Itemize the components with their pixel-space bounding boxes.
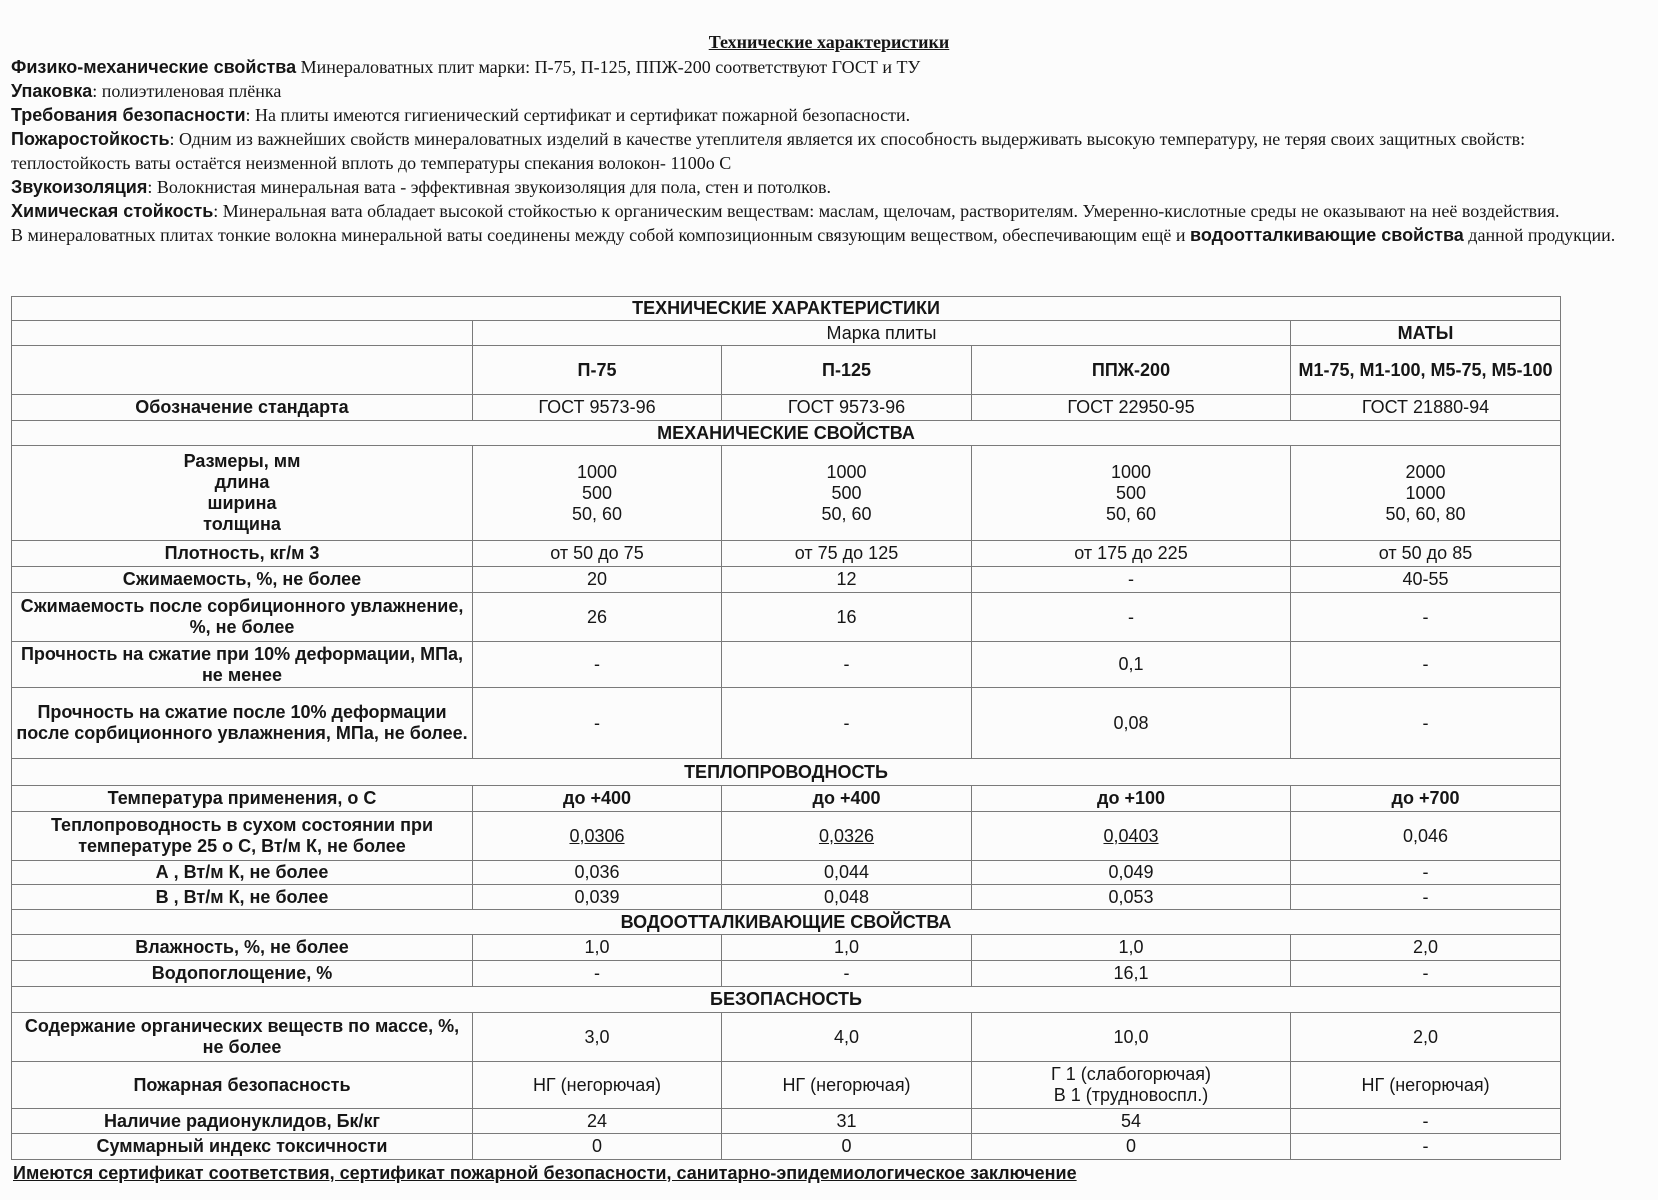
cell-value: 0,053 <box>972 885 1291 910</box>
section-row <box>12 987 1561 1013</box>
row-label: Пожарная безопасность <box>12 1062 473 1109</box>
row-label: Влажность, %, не более <box>12 935 473 961</box>
cell-value: 24 <box>473 1109 722 1134</box>
document-title: Технические характеристики <box>708 32 950 52</box>
cell-value: до +100 <box>972 786 1291 812</box>
empty-cell <box>12 346 473 395</box>
cell-value: 0,046 <box>1291 812 1561 861</box>
paragraph-label: Звукоизоляция <box>11 177 148 197</box>
table-row <box>12 642 1561 688</box>
column-header-row <box>12 346 1561 395</box>
thickness-value: 50, 60 <box>571 503 623 524</box>
row-label: Наличие радионуклидов, Бк/кг <box>12 1109 473 1134</box>
cell-value: 0,049 <box>972 861 1291 885</box>
section-header-water: ВОДООТТАЛКИВАЮЩИЕ СВОЙСТВА <box>12 910 1561 935</box>
table-row <box>12 446 1561 541</box>
cell-value <box>473 812 722 861</box>
cell-value: 16,1 <box>972 961 1291 987</box>
dimensions-label: Размеры, мм <box>183 451 301 471</box>
cell-value: 0,1 <box>972 642 1291 688</box>
table-row <box>12 1013 1561 1062</box>
intro-paragraph <box>11 55 1625 79</box>
intro-paragraph <box>11 199 1625 223</box>
row-label: Плотность, кг/м 3 <box>12 541 473 567</box>
cell-value <box>972 812 1291 861</box>
cell-value: 4,0 <box>722 1013 972 1062</box>
cell-value-text: 0,0306 <box>569 825 625 846</box>
length-value: 1000 <box>1110 461 1152 482</box>
cell-value: до +400 <box>473 786 722 812</box>
cell-value: НГ (негорючая) <box>722 1062 972 1109</box>
col-header-mats: М1-75, М1-100, М5-75, М5-100 <box>1291 346 1561 395</box>
row-label: А , Вт/м К, не более <box>12 861 473 885</box>
table-row <box>12 395 1561 421</box>
section-header-thermal: ТЕПЛОПРОВОДНОСТЬ <box>12 759 1561 786</box>
note-bold: водоотталкивающие свойства <box>1190 225 1464 245</box>
cell-value: 40-55 <box>1291 567 1561 593</box>
thickness-label: толщина <box>203 514 281 534</box>
cell-value: - <box>1291 688 1561 759</box>
length-value: 1000 <box>826 461 867 482</box>
row-label: Прочность на сжатие после 10% деформации после сорбиционного увлажнения, МПа, не более. <box>12 688 473 759</box>
intro-text <box>11 55 1625 247</box>
note-text: В минераловатных плитах тонкие волокна минеральной ваты соединены между собой композиционным связующим веществом, обеспечивающим ещё и <box>11 225 1191 245</box>
cell-value <box>722 446 972 541</box>
table-row <box>12 961 1561 987</box>
intro-paragraph <box>11 175 1625 199</box>
row-label-dimensions <box>12 446 473 541</box>
intro-paragraph <box>11 79 1625 103</box>
cell-value: от 75 до 125 <box>722 541 972 567</box>
cell-value: 0,048 <box>722 885 972 910</box>
row-label: Водопоглощение, % <box>12 961 473 987</box>
empty-cell <box>12 321 473 346</box>
row-label: Температура применения, о С <box>12 786 473 812</box>
table-row <box>12 861 1561 885</box>
cell-value: ГОСТ 9573-96 <box>722 395 972 421</box>
cell-value: - <box>972 593 1291 642</box>
cell-value: 1,0 <box>473 935 722 961</box>
cell-value: - <box>972 567 1291 593</box>
table-row <box>12 567 1561 593</box>
row-label: Суммарный индекс токсичности <box>12 1134 473 1160</box>
width-value: 500 <box>581 482 613 503</box>
paragraph-label: Пожаростойкость <box>11 129 170 149</box>
row-label: Теплопроводность в сухом состоянии при температуре 25 о С, Вт/м К, не более <box>12 812 473 861</box>
cell-value: 0,036 <box>473 861 722 885</box>
section-row <box>12 759 1561 786</box>
cell-value: 2,0 <box>1291 1013 1561 1062</box>
cell-value: - <box>473 961 722 987</box>
cell-value: ГОСТ 22950-95 <box>972 395 1291 421</box>
cell-value: 31 <box>722 1109 972 1134</box>
cell-value: 0 <box>473 1134 722 1160</box>
cell-value: 2,0 <box>1291 935 1561 961</box>
cell-value-text: 0,0326 <box>818 825 875 846</box>
cell-value <box>972 446 1291 541</box>
row-label: В , Вт/м К, не более <box>12 885 473 910</box>
table-row <box>12 1062 1561 1109</box>
cell-value: 1,0 <box>722 935 972 961</box>
width-value: 1000 <box>1405 482 1446 503</box>
paragraph-text: : На плиты имеются гигиенический сертификат и сертификат пожарной безопасности. <box>245 105 911 125</box>
row-label: Сжимаемость, %, не более <box>12 567 473 593</box>
row-label: Прочность на сжатие при 10% деформации, МПа, не менее <box>12 642 473 688</box>
cell-value: 20 <box>473 567 722 593</box>
cell-value: - <box>473 688 722 759</box>
cell-value: - <box>1291 1109 1561 1134</box>
cell-value: от 50 до 85 <box>1291 541 1561 567</box>
cell-value: 16 <box>722 593 972 642</box>
col-header-p75: П-75 <box>473 346 722 395</box>
cell-value: НГ (негорючая) <box>473 1062 722 1109</box>
section-row <box>12 910 1561 935</box>
col-header-p125: П-125 <box>722 346 972 395</box>
cell-value: 3,0 <box>473 1013 722 1062</box>
paragraph-text: : Одним из важнейших свойств минераловатных изделий в качестве утеплителя является их способность выдерживать высокую температуру, не теряя своих защитных свойств: теплостойкость ваты остаётся неизменной вплоть до температуры спекания волокон- 1100о С <box>11 129 1526 173</box>
cell-value: 10,0 <box>972 1013 1291 1062</box>
cell-value: - <box>1291 593 1561 642</box>
note-text-end: данной продукции. <box>1463 225 1616 245</box>
cell-value: 0,039 <box>473 885 722 910</box>
thickness-value: 50, 60 <box>821 503 872 524</box>
row-label: Обозначение стандарта <box>12 395 473 421</box>
section-header-mechanical: МЕХАНИЧЕСКИЕ СВОЙСТВА <box>12 421 1561 446</box>
cell-value: 0 <box>722 1134 972 1160</box>
intro-paragraph <box>11 127 1625 175</box>
cell-value: 0,08 <box>972 688 1291 759</box>
section-header-safety: БЕЗОПАСНОСТЬ <box>12 987 1561 1013</box>
cell-value: 54 <box>972 1109 1291 1134</box>
spec-table <box>11 296 1561 1160</box>
table-row <box>12 541 1561 567</box>
paragraph-label: Упаковка <box>11 81 93 101</box>
width-value: 500 <box>1115 482 1147 503</box>
cell-value: 0,044 <box>722 861 972 885</box>
length-value: 2000 <box>1405 461 1446 482</box>
cell-value: - <box>722 688 972 759</box>
row-label: Содержание органических веществ по массе, %, не более <box>12 1013 473 1062</box>
paragraph-label: Требования безопасности <box>11 105 246 125</box>
table-row <box>12 812 1561 861</box>
cell-value: - <box>722 961 972 987</box>
paragraph-text: Минераловатных плит марки: П-75, П-125, ППЖ-200 соответствуют ГОСТ и ТУ <box>296 57 921 77</box>
cell-value: 12 <box>722 567 972 593</box>
cell-value: - <box>1291 861 1561 885</box>
row-label: Сжимаемость после сорбиционного увлажнение, %, не более <box>12 593 473 642</box>
width-label: ширина <box>207 493 277 513</box>
cell-value: от 175 до 225 <box>972 541 1291 567</box>
cell-value: ГОСТ 9573-96 <box>473 395 722 421</box>
cell-value: до +700 <box>1291 786 1561 812</box>
brand-header: Марка плиты <box>473 321 1291 346</box>
table-row <box>12 688 1561 759</box>
section-row <box>12 421 1561 446</box>
table-title: ТЕХНИЧЕСКИЕ ХАРАКТЕРИСТИКИ <box>12 297 1561 321</box>
certificates-note: Имеются сертификат соответствия, сертификат пожарной безопасности, санитарно-эпидемиологическое заключение <box>13 1163 1077 1183</box>
table-row <box>12 1134 1561 1160</box>
table-row <box>12 1109 1561 1134</box>
cell-value: 1,0 <box>972 935 1291 961</box>
cell-value: до +400 <box>722 786 972 812</box>
table-title-row <box>12 297 1561 321</box>
cell-value: - <box>1291 1134 1561 1160</box>
paragraph-label: Физико-механические свойства <box>11 57 297 77</box>
cell-value: - <box>1291 961 1561 987</box>
mats-header: МАТЫ <box>1291 321 1561 346</box>
table-row <box>12 786 1561 812</box>
paragraph-text: : Минеральная вата обладает высокой стойкостью к органическим веществам: маслам, щелочам, растворителям. Умеренно-кислотные среды не оказывают на неё воздействия. <box>213 201 1560 221</box>
table-row <box>12 885 1561 910</box>
cell-value: ГОСТ 21880-94 <box>1291 395 1561 421</box>
paragraph-label: Химическая стойкость <box>11 201 214 221</box>
fire-class-line: Г 1 (слабогорючая) <box>1050 1064 1211 1084</box>
intro-paragraph <box>11 103 1625 127</box>
thickness-value: 50, 60, 80 <box>1385 503 1466 524</box>
cell-value: - <box>722 642 972 688</box>
cell-value <box>972 1062 1291 1109</box>
length-label: длина <box>214 472 270 492</box>
paragraph-text: : Волокнистая минеральная вата - эффективная звукоизоляция для пола, стен и потолков. <box>147 177 831 197</box>
cell-value: от 50 до 75 <box>473 541 722 567</box>
cell-value-text: 0,0403 <box>1103 825 1159 846</box>
cell-value <box>722 812 972 861</box>
cell-value: НГ (негорючая) <box>1291 1062 1561 1109</box>
paragraph-text: : полиэтиленовая плёнка <box>92 81 282 101</box>
intro-note <box>11 223 1625 247</box>
table-row <box>12 935 1561 961</box>
cell-value: - <box>1291 885 1561 910</box>
ignition-class-line: В 1 (трудновоспл.) <box>1053 1085 1209 1105</box>
cell-value: 0 <box>972 1134 1291 1160</box>
cell-value: - <box>1291 642 1561 688</box>
cell-value <box>1291 446 1561 541</box>
table-row <box>12 593 1561 642</box>
col-header-ppzh200: ППЖ-200 <box>972 346 1291 395</box>
brand-header-row <box>12 321 1561 346</box>
cell-value: 26 <box>473 593 722 642</box>
width-value: 500 <box>831 482 862 503</box>
cell-value <box>473 446 722 541</box>
cell-value: - <box>473 642 722 688</box>
length-value: 1000 <box>576 461 618 482</box>
thickness-value: 50, 60 <box>1105 503 1157 524</box>
